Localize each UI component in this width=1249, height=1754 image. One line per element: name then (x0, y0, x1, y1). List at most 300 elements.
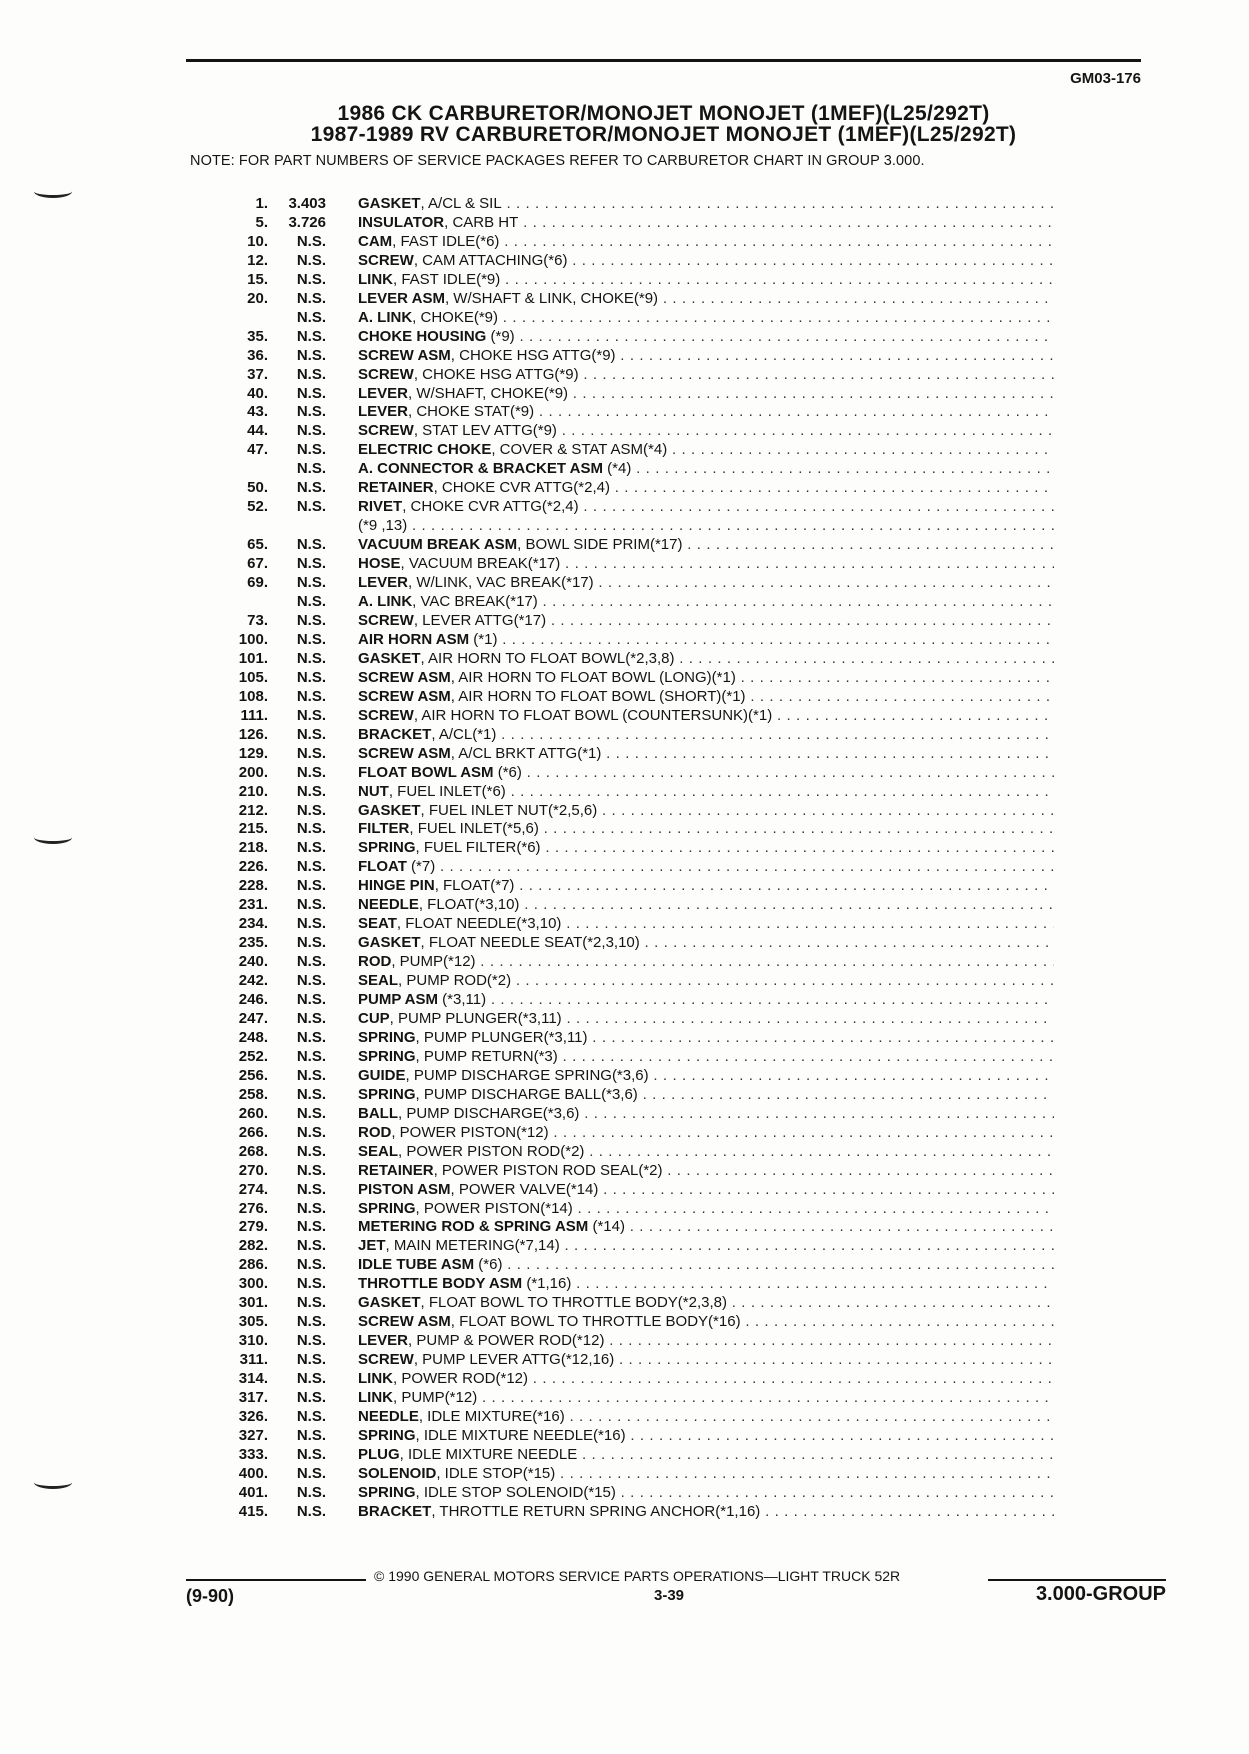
part-description (358, 839, 1054, 858)
part-row (190, 839, 1054, 858)
part-description (358, 858, 1054, 877)
part-row (190, 214, 1054, 233)
title-line-2: 1987-1989 RV CARBURETOR/MONOJET MONOJET (1MEF)(L25/292T) (310, 123, 1017, 146)
part-description (358, 574, 1054, 593)
part-name: VACUUM BREAK ASM (358, 536, 518, 554)
part-detail: , AIR HORN TO FLOAT BOWL(*2,3,8) (420, 649, 675, 667)
part-name: RETAINER (358, 479, 434, 497)
part-description (358, 498, 1054, 517)
part-row (190, 1010, 1054, 1029)
part-ref-number: 279. (238, 1218, 268, 1236)
part-row (190, 1143, 1054, 1162)
part-ref-number: 270. (238, 1161, 268, 1179)
part-row (190, 1200, 1054, 1219)
part-detail: , A/CL & SIL (420, 195, 502, 212)
part-name: JET (358, 1237, 386, 1255)
part-row (190, 820, 1054, 839)
part-detail: , LEVER ATTG(*17) (413, 611, 547, 629)
part-row (190, 726, 1054, 745)
part-row (190, 479, 1054, 498)
part-description (358, 214, 1054, 233)
part-detail: , THROTTLE RETURN SPRING ANCHOR(*1,16) (431, 1502, 761, 1520)
part-description (358, 328, 1054, 347)
part-group-number: N.S. (296, 1464, 326, 1482)
part-detail: , FUEL INLET NUT(*2,5,6) (420, 801, 598, 819)
part-row (190, 972, 1054, 991)
part-row (190, 783, 1054, 802)
part-name: SCREW (358, 1351, 414, 1369)
part-detail: (*7) (406, 858, 436, 876)
part-detail: , PUMP PLUNGER(*3,11) (389, 1009, 562, 1027)
part-ref-number: 5. (255, 213, 268, 231)
footer-rule-right (988, 1579, 1166, 1581)
part-group-number: N.S. (296, 1275, 326, 1293)
part-detail: (*3,11) (438, 991, 487, 1009)
part-description (358, 385, 1054, 404)
part-name: FLOAT BOWL ASM (358, 763, 494, 781)
part-description (358, 764, 1054, 783)
part-row (190, 1067, 1054, 1086)
part-description (358, 1332, 1054, 1351)
part-description (358, 934, 1054, 953)
part-detail: , FLOAT(*3,10) (418, 896, 520, 914)
part-name: SEAL (358, 1142, 399, 1160)
revision-date: (9-90) (186, 1586, 235, 1606)
part-group-number: N.S. (296, 668, 326, 686)
part-row (190, 1294, 1054, 1313)
part-detail: , W/LINK, VAC BREAK(*17) (408, 574, 594, 592)
part-ref-number: 235. (238, 934, 268, 952)
part-ref-number: 400. (238, 1464, 268, 1482)
part-row (190, 517, 1054, 536)
part-group-number: N.S. (296, 460, 326, 478)
part-ref-number: 15. (247, 270, 268, 288)
part-description (358, 1313, 1054, 1332)
part-row (190, 1237, 1054, 1256)
part-group-number: N.S. (296, 498, 326, 516)
part-description (358, 688, 1054, 707)
part-row (190, 422, 1054, 441)
part-group-number: N.S. (296, 346, 326, 364)
part-name: RETAINER (358, 1161, 434, 1179)
part-detail: , IDLE STOP SOLENOID(*15) (415, 1483, 616, 1501)
part-group-number: N.S. (296, 896, 326, 914)
part-detail: (*4) (603, 460, 632, 478)
part-ref-number: 305. (238, 1313, 268, 1331)
part-detail: , POWER VALVE(*14) (450, 1180, 599, 1198)
part-name: GASKET (358, 934, 421, 952)
part-row (190, 650, 1054, 669)
doc-code: GM03-176 (1070, 70, 1141, 87)
part-group-number: N.S. (296, 1408, 326, 1425)
part-description (358, 195, 1054, 214)
top-rule (186, 59, 1141, 62)
part-group-number: N.S. (296, 536, 326, 554)
part-detail: (*6) (474, 1256, 503, 1274)
part-name: NEEDLE (358, 1408, 419, 1425)
part-detail: (*6) (493, 763, 522, 781)
part-group-number: N.S. (296, 1483, 326, 1501)
part-ref-number: 260. (238, 1104, 268, 1122)
part-detail: , IDLE STOP(*15) (436, 1464, 556, 1482)
part-description (358, 1370, 1054, 1389)
part-detail: , CHOKE HSG ATTG(*9) (450, 346, 616, 364)
part-description (358, 1048, 1054, 1067)
part-detail: , VAC BREAK(*17) (412, 593, 538, 611)
part-description (358, 972, 1054, 991)
part-detail: , POWER PISTON(*14) (415, 1199, 573, 1217)
part-group-number: N.S. (296, 403, 326, 421)
part-group-number: N.S. (296, 1028, 326, 1046)
part-detail: (*9) (486, 327, 515, 345)
part-group-number: N.S. (296, 1142, 326, 1160)
part-detail: (*1,16) (522, 1275, 572, 1293)
part-description (358, 233, 1054, 252)
part-ref-number: 200. (238, 763, 268, 781)
part-detail: , FLOAT NEEDLE(*3,10) (396, 915, 562, 933)
part-group-number: 3.726 (288, 213, 326, 231)
part-detail: , COVER & STAT ASM(*4) (491, 441, 668, 459)
part-description (358, 460, 1054, 479)
part-ref-number: 1. (255, 195, 268, 212)
part-group-number: N.S. (296, 611, 326, 629)
part-name: A. CONNECTOR & BRACKET ASM (358, 460, 604, 478)
part-group-number: N.S. (296, 934, 326, 952)
binder-hole-mark (34, 185, 72, 198)
part-row (190, 460, 1054, 479)
part-detail: , PUMP LEVER ATTG(*12,16) (413, 1351, 615, 1369)
part-detail: , A/CL(*1) (431, 725, 497, 743)
part-ref-number: 101. (238, 649, 268, 667)
part-group-number: N.S. (296, 308, 326, 326)
part-name: SCREW (358, 422, 414, 440)
part-row (190, 290, 1054, 309)
part-description (358, 991, 1054, 1010)
part-ref-number: 282. (238, 1237, 268, 1255)
part-ref-number: 50. (247, 479, 268, 497)
part-description (358, 1237, 1054, 1256)
part-description (358, 1427, 1054, 1446)
part-group-number: N.S. (296, 1218, 326, 1236)
part-group-number: N.S. (296, 1123, 326, 1141)
part-group-number: N.S. (296, 1085, 326, 1103)
part-row (190, 1503, 1054, 1522)
copyright: © 1990 GENERAL MOTORS SERVICE PARTS OPERATIONS—LIGHT TRUCK 52R (374, 1568, 901, 1584)
part-group-number: N.S. (296, 270, 326, 288)
part-group-number: N.S. (296, 251, 326, 269)
part-ref-number: 65. (247, 536, 268, 554)
part-detail: , A/CL BRKT ATTG(*1) (450, 744, 602, 762)
part-ref-number: 226. (238, 858, 268, 876)
part-description (358, 707, 1054, 726)
part-ref-number: 44. (247, 422, 268, 440)
part-detail: , IDLE MIXTURE(*16) (418, 1408, 565, 1425)
part-description (358, 915, 1054, 934)
part-detail: , POWER PISTON ROD(*2) (398, 1142, 585, 1160)
part-row (190, 1465, 1054, 1484)
part-row (190, 1162, 1054, 1181)
part-row (190, 252, 1054, 271)
group-label: 3.000-GROUP (1035, 1583, 1166, 1605)
part-name: METERING ROD & SPRING ASM (358, 1218, 589, 1236)
part-row (190, 328, 1054, 347)
part-row (190, 593, 1054, 612)
part-ref-number: 215. (238, 820, 268, 838)
part-description (358, 309, 1054, 328)
binder-hole-mark (34, 1476, 72, 1489)
part-description (358, 1256, 1054, 1275)
part-group-number: N.S. (296, 384, 326, 402)
part-detail: , CHOKE HSG ATTG(*9) (413, 365, 579, 383)
part-ref-number: 36. (247, 346, 268, 364)
part-group-number: N.S. (296, 1237, 326, 1255)
part-group-number: N.S. (296, 877, 326, 895)
part-name: LINK (358, 270, 393, 288)
part-description (358, 802, 1054, 821)
part-detail: , PUMP(*12) (391, 953, 476, 971)
part-row (190, 1389, 1054, 1408)
part-group-number: N.S. (296, 953, 326, 971)
part-row (190, 233, 1054, 252)
part-group-number: N.S. (296, 574, 326, 592)
part-detail: , STAT LEV ATTG(*9) (413, 422, 557, 440)
part-name: ROD (358, 1123, 392, 1141)
part-ref-number: 212. (238, 801, 268, 819)
part-detail: , W/SHAFT & LINK, CHOKE(*9) (444, 289, 659, 307)
part-detail: , FLOAT(*7) (434, 877, 515, 895)
part-group-number: N.S. (296, 915, 326, 933)
parts-list (190, 195, 1054, 1522)
part-ref-number: 246. (238, 991, 268, 1009)
part-description (358, 1503, 1054, 1522)
part-row (190, 1484, 1054, 1503)
part-name: SCREW ASM (358, 1313, 451, 1331)
part-name: LEVER (358, 1332, 409, 1350)
part-name: LEVER (358, 403, 409, 421)
part-group-number: N.S. (296, 1199, 326, 1217)
part-ref-number: 276. (238, 1199, 268, 1217)
part-row (190, 271, 1054, 290)
part-ref-number: 242. (238, 972, 268, 990)
part-row (190, 1124, 1054, 1143)
part-name: CHOKE HOUSING (358, 327, 487, 345)
part-ref-number: 47. (247, 441, 268, 459)
part-row (190, 669, 1054, 688)
part-ref-number: 301. (238, 1294, 268, 1312)
part-ref-number: 258. (238, 1085, 268, 1103)
part-group-number: N.S. (296, 763, 326, 781)
part-row (190, 403, 1054, 422)
part-ref-number: 40. (247, 384, 268, 402)
part-description (358, 366, 1054, 385)
part-description (358, 1218, 1054, 1237)
part-name: GASKET (358, 801, 421, 819)
part-name: SCREW ASM (358, 668, 451, 686)
part-detail: , AIR HORN TO FLOAT BOWL (COUNTERSUNK)(*1) (413, 706, 773, 724)
part-ref-number: 286. (238, 1256, 268, 1274)
part-name: LINK (358, 1370, 393, 1388)
part-name: NEEDLE (358, 896, 419, 914)
part-description (358, 479, 1054, 498)
part-group-number: N.S. (296, 706, 326, 724)
part-name: SPRING (358, 1199, 416, 1217)
part-ref-number: 52. (247, 498, 268, 516)
part-ref-number: 218. (238, 839, 268, 857)
part-name: GASKET (358, 195, 421, 212)
part-row (190, 953, 1054, 972)
part-group-number: N.S. (296, 1009, 326, 1027)
page-number: 3-39 (654, 1587, 685, 1604)
part-description (358, 612, 1054, 631)
part-ref-number: 401. (238, 1483, 268, 1501)
part-ref-number: 73. (247, 611, 268, 629)
part-name: SPRING (358, 1085, 416, 1103)
part-name: NUT (358, 782, 389, 800)
part-name: SCREW (358, 251, 414, 269)
part-ref-number: 69. (247, 574, 268, 592)
part-name: BRACKET (358, 725, 432, 743)
part-name: A. LINK (358, 308, 413, 326)
part-name: BRACKET (358, 1502, 432, 1520)
part-detail: , FUEL INLET(*6) (388, 782, 506, 800)
part-row (190, 366, 1054, 385)
part-name: GASKET (358, 649, 421, 667)
part-ref-number: 248. (238, 1028, 268, 1046)
part-detail: , PUMP & POWER ROD(*12) (408, 1332, 605, 1350)
part-group-number: N.S. (296, 1066, 326, 1084)
part-row (190, 309, 1054, 328)
part-description (358, 1010, 1054, 1029)
part-row (190, 1332, 1054, 1351)
part-group-number: N.S. (296, 782, 326, 800)
part-ref-number: 234. (238, 915, 268, 933)
part-name: SCREW (358, 365, 414, 383)
part-group-number: N.S. (296, 441, 326, 459)
part-name: INSULATOR (358, 213, 445, 231)
part-name: SCREW (358, 611, 414, 629)
part-group-number: N.S. (296, 1389, 326, 1407)
part-group-number: N.S. (296, 1180, 326, 1198)
part-name: SPRING (358, 1483, 416, 1501)
part-row (190, 1351, 1054, 1370)
part-row (190, 745, 1054, 764)
part-group-number: N.S. (296, 1332, 326, 1350)
part-row (190, 1408, 1054, 1427)
part-detail: , CHOKE STAT(*9) (408, 403, 535, 421)
part-description (358, 1484, 1054, 1503)
part-description (358, 745, 1054, 764)
part-name: IDLE TUBE ASM (358, 1256, 475, 1274)
part-group-number: N.S. (296, 1426, 326, 1444)
part-group-number: N.S. (296, 820, 326, 838)
part-ref-number: 67. (247, 555, 268, 573)
part-detail: , PUMP DISCHARGE(*3,6) (398, 1104, 580, 1122)
part-row (190, 1048, 1054, 1067)
part-detail: , FLOAT BOWL TO THROTTLE BODY(*16) (450, 1313, 741, 1331)
part-name: RIVET (358, 498, 403, 516)
part-ref-number: 35. (247, 327, 268, 345)
part-name: CAM (358, 232, 393, 250)
part-description (358, 820, 1054, 839)
part-row (190, 441, 1054, 460)
part-ref-number: 12. (247, 251, 268, 269)
part-name: HINGE PIN (358, 877, 435, 895)
part-ref-number: 310. (238, 1332, 268, 1350)
part-name: LEVER ASM (358, 289, 445, 307)
part-description (358, 1105, 1054, 1124)
part-description (358, 1067, 1054, 1086)
part-ref-number: 327. (238, 1426, 268, 1444)
part-name: SEAT (358, 915, 397, 933)
part-row (190, 915, 1054, 934)
part-description (358, 1275, 1054, 1294)
part-group-number: N.S. (296, 630, 326, 648)
part-description (358, 536, 1054, 555)
part-group-number: N.S. (296, 365, 326, 383)
part-description (358, 403, 1054, 422)
part-group-number: N.S. (296, 1294, 326, 1312)
part-detail: , FLOAT NEEDLE SEAT(*2,3,10) (420, 934, 640, 952)
part-name: PUMP ASM (358, 991, 439, 1009)
part-detail: , POWER ROD(*12) (393, 1370, 529, 1388)
part-row (190, 877, 1054, 896)
part-name: SCREW ASM (358, 687, 451, 705)
part-description (358, 517, 1054, 536)
part-group-number: N.S. (296, 1256, 326, 1274)
part-group-number: N.S. (296, 1313, 326, 1331)
part-ref-number: 333. (238, 1445, 268, 1463)
part-description (358, 1086, 1054, 1105)
part-row (190, 1105, 1054, 1124)
part-group-number: N.S. (296, 422, 326, 440)
part-ref-number: 311. (239, 1351, 268, 1369)
part-detail: , IDLE MIXTURE NEEDLE (399, 1445, 578, 1463)
part-description (358, 1143, 1054, 1162)
part-ref-number: 247. (238, 1009, 268, 1027)
part-detail: , BOWL SIDE PRIM(*17) (517, 536, 683, 554)
part-name: SPRING (358, 1028, 416, 1046)
part-description (358, 953, 1054, 972)
part-detail: , IDLE MIXTURE NEEDLE(*16) (415, 1426, 626, 1444)
part-detail: , PUMP(*12) (393, 1389, 478, 1407)
part-row (190, 764, 1054, 783)
part-group-number: N.S. (296, 1370, 326, 1388)
title-line-1: 1986 CK CARBURETOR/MONOJET MONOJET (1MEF)(L25/292T) (337, 102, 990, 125)
part-row (190, 1370, 1054, 1389)
part-ref-number: 314. (238, 1370, 268, 1388)
part-group-number: N.S. (296, 1351, 326, 1369)
part-description (358, 1408, 1054, 1427)
part-name: ROD (358, 953, 392, 971)
part-description (358, 347, 1054, 366)
part-description (358, 1124, 1054, 1143)
part-ref-number: 228. (238, 877, 268, 895)
part-group-number: N.S. (296, 289, 326, 307)
part-name: SCREW ASM (358, 346, 451, 364)
part-ref-number: 105. (238, 668, 268, 686)
part-name: A. LINK (358, 593, 413, 611)
part-group-number: N.S. (296, 1502, 326, 1520)
part-detail: , CAM ATTACHING(*6) (413, 251, 568, 269)
part-description (358, 290, 1054, 309)
part-group-number: N.S. (296, 232, 326, 250)
part-row (190, 934, 1054, 953)
part-group-number: N.S. (296, 593, 326, 611)
part-detail: (*1) (469, 630, 498, 648)
part-ref-number: 326. (238, 1408, 268, 1425)
part-group-number: N.S. (296, 1047, 326, 1065)
part-description (358, 422, 1054, 441)
